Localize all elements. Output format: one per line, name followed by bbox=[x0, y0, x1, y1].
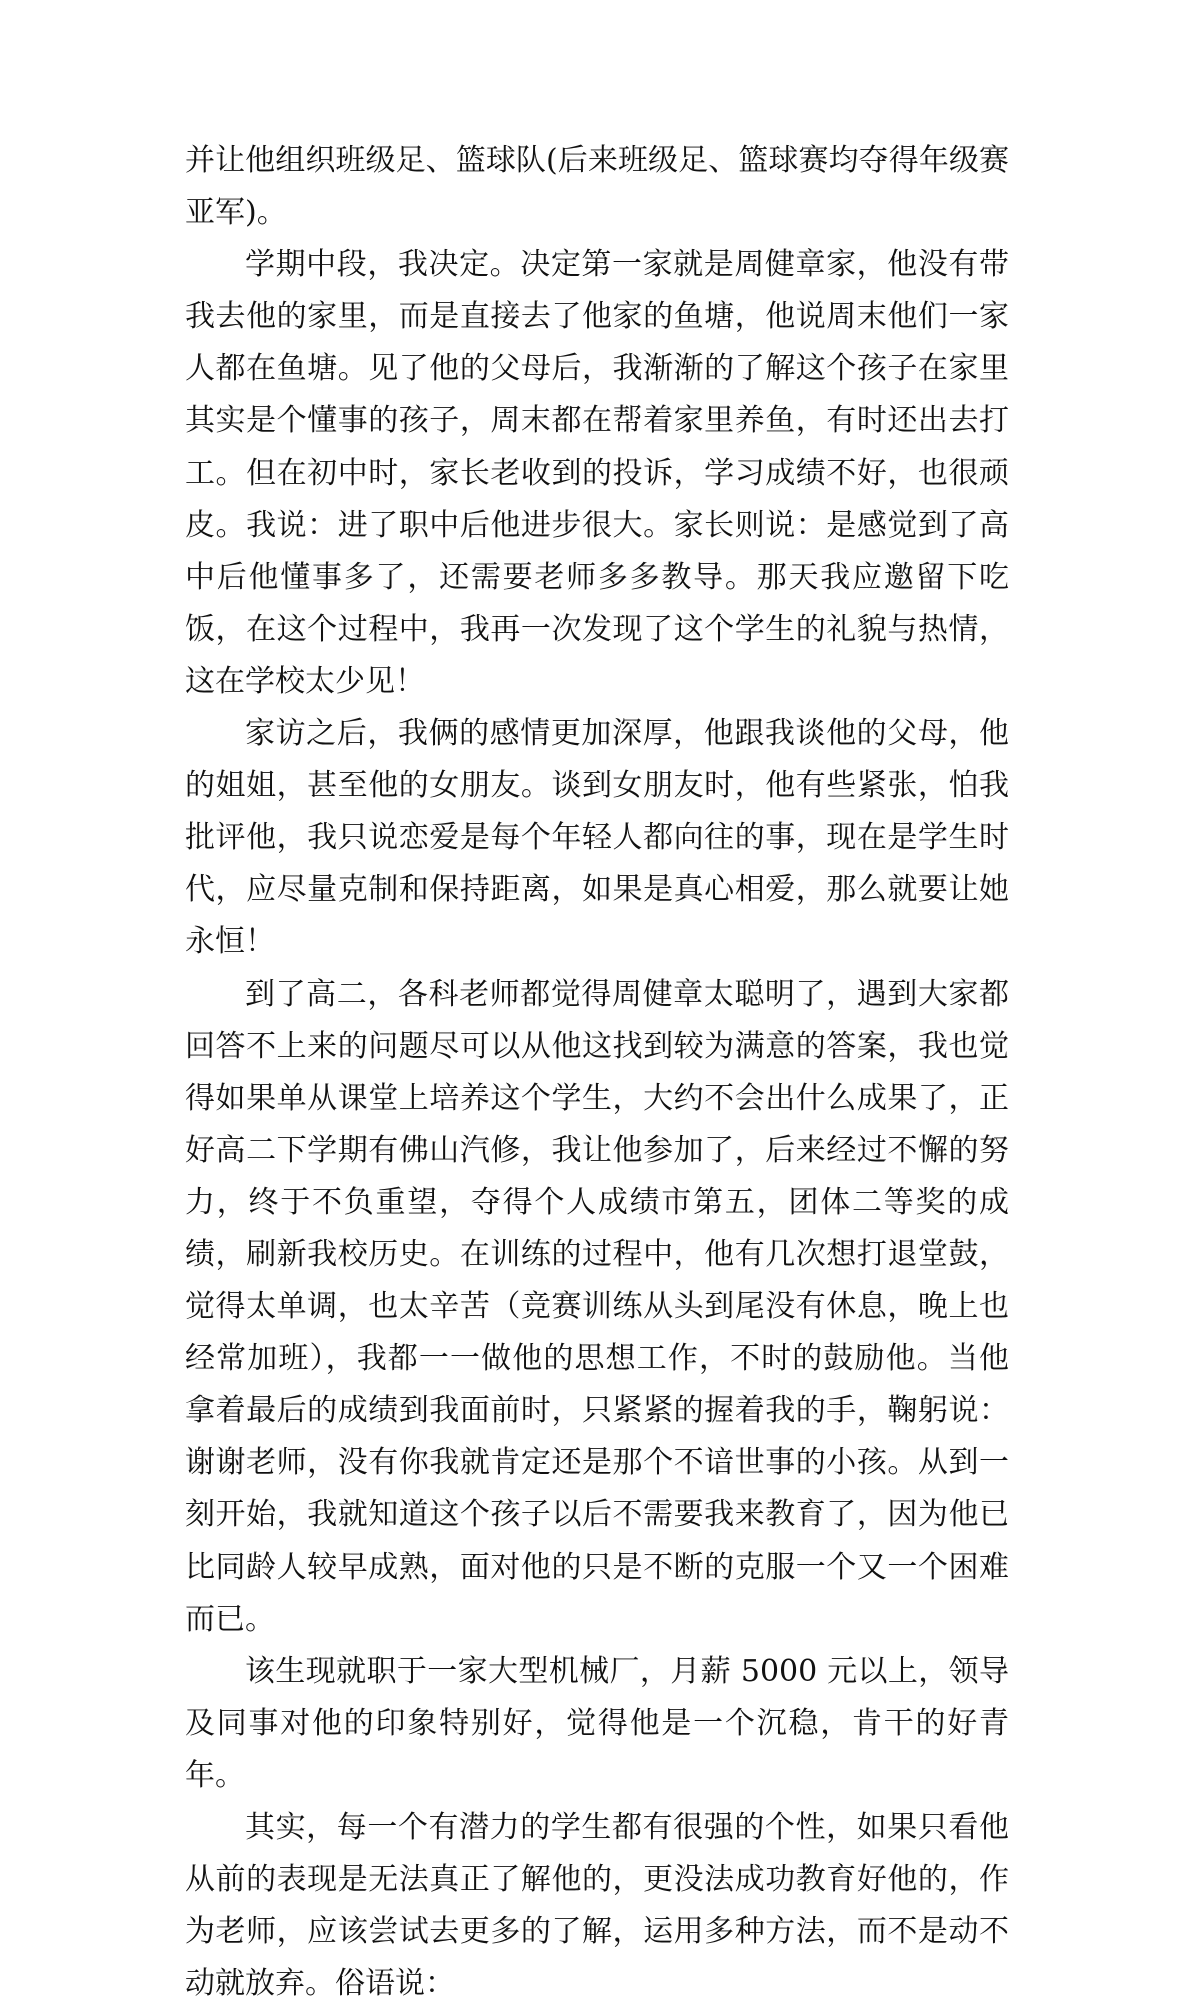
paragraph-5: 该生现就职于一家大型机械厂，月薪 5000 元以上，领导及同事对他的印象特别好，觉得他是一个沉稳，肯干的好青年。 bbox=[185, 1653, 1009, 1793]
paragraph-2: 学期中段，我决定。决定第一家就是周健章家，他没有带我去他的家里，而是直接去了他家的鱼塘，他说周末他们一家人都在鱼塘。见了他的父母后，我渐渐的了解这个孩子在家里其实是个懂事的孩子，周末都在帮着家里养鱼，有时还出去打工。但在初中时，家长老收到的投诉，学习成绩不好，也很顽皮。我说：进了职中后他进步很大。家长则说：是感觉到了高中后他懂事多了，还需要老师多多教导。那天我应邀留下吃饭，在这个过程中，我再一次发现了这个学生的礼貌与热情，这在学校太少见！ bbox=[185, 247, 1009, 699]
paragraph-3: 家访之后，我俩的感情更加深厚，他跟我谈他的父母，他的姐姐，甚至他的女朋友。谈到女朋友时，他有些紧张，怕我批评他，我只说恋爱是每个年轻人都向往的事，现在是学生时代，应尽量克制和保持距离，如果是真心相爱，那么就要让她永恒！ bbox=[185, 716, 1009, 960]
paragraph-4: 到了高二，各科老师都觉得周健章太聪明了，遇到大家都回答不上来的问题尽可以从他这找到较为满意的答案，我也觉得如果单从课堂上培养这个学生，大约不会出什么成果了，正好高二下学期有佛山汽修，我让他参加了，后来经过不懈的努力，终于不负重望，夺得个人成绩市第五，团体二等奖的成绩，刷新我校历史。在训练的过程中，他有几次想打退堂鼓，觉得太单调，也太辛苦（竞赛训练从头到尾没有休息，晚上也经常加班），我都一一做他的思想工作，不时的鼓励他。当他拿着最后的成绩到我面前时，只紧紧的握着我的手，鞠躬说：谢谢老师，没有你我就肯定还是那个不谙世事的小孩。从到一刻开始，我就知道这个孩子以后不需要我来教育了，因为他已比同龄人较早成熟，面对他的只是不断的克服一个又一个困难而已。 bbox=[185, 976, 1009, 1637]
body-text bbox=[185, 135, 1009, 2010]
paragraph-1: 并让他组织班级足、篮球队(后来班级足、篮球赛均夺得年级赛亚军)。 bbox=[185, 143, 1009, 231]
paragraph-6: 其实，每一个有潜力的学生都有很强的个性，如果只看他从前的表现是无法真正了解他的，更没法成功教育好他的，作为老师，应该尝试去更多的了解，运用多种方法，而不是动不动就放弃。俗语说： bbox=[185, 1810, 1009, 2002]
